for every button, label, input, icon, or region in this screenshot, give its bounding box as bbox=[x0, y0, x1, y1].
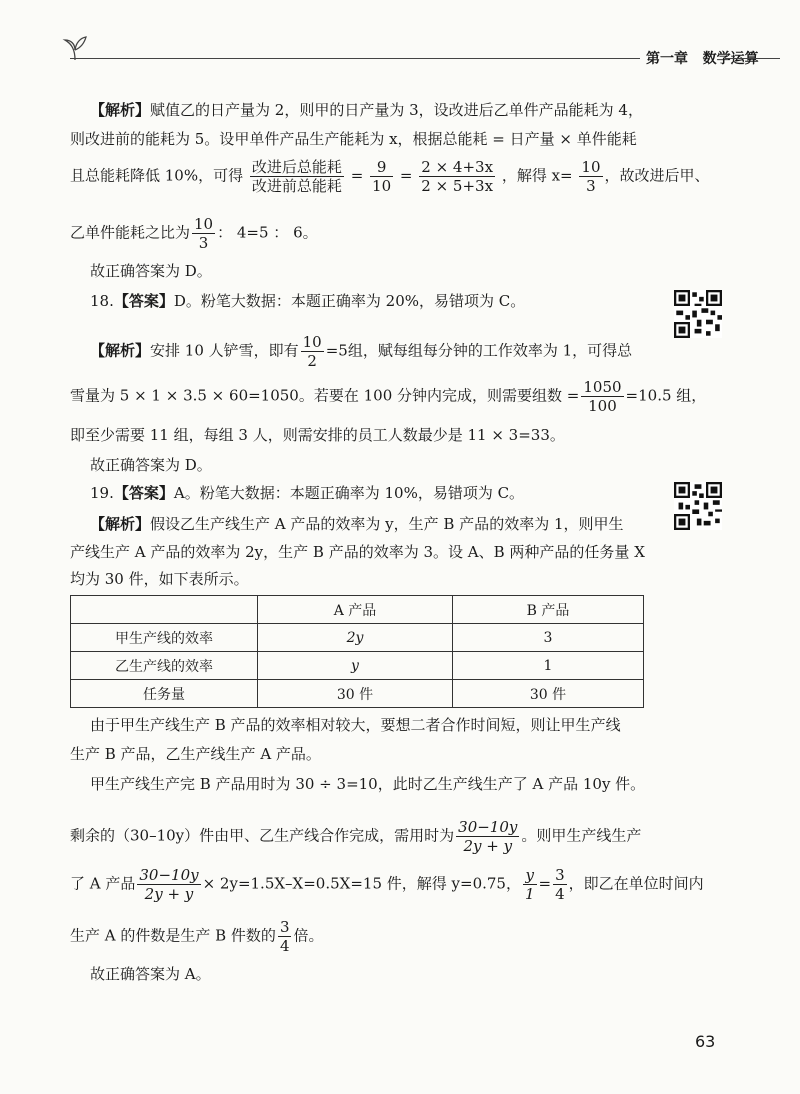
table-cell: 1 bbox=[453, 652, 644, 680]
s19-p2-line1: 由于甲生产线生产 B 产品的效率相对较大，要想二者合作时间短，则让甲生产线 bbox=[90, 716, 621, 734]
table-cell: 任务量 bbox=[71, 680, 258, 708]
s17-line3 bbox=[70, 158, 710, 195]
fraction bbox=[137, 866, 200, 903]
fraction bbox=[419, 158, 495, 195]
fraction-denominator: 4 bbox=[279, 937, 290, 955]
s18-conclusion: 故正确答案为 D。 bbox=[90, 456, 212, 474]
fraction-denominator: 2y + y bbox=[144, 885, 194, 903]
qr-code-icon[interactable] bbox=[674, 482, 722, 530]
fraction-numerator: 10 bbox=[194, 215, 214, 233]
fraction-denominator: 改进前总能耗 bbox=[251, 177, 342, 195]
fraction-denominator: 3 bbox=[586, 177, 596, 195]
s18-text1-pre: 安排 10 人铲雪，即有 bbox=[150, 341, 299, 360]
fraction bbox=[278, 918, 292, 955]
s17-text3-pre: 且总能耗降低 10%，可得 bbox=[70, 166, 244, 185]
s17-text2: 则改进前的能耗为 5。设甲单件产品生产能耗为 x，根据总能耗 = 日产量 × 单件能耗 bbox=[70, 130, 637, 148]
page-number: 63 bbox=[695, 1032, 716, 1051]
s17-text3-post: ，故改进后甲、 bbox=[604, 166, 710, 185]
table-header-row bbox=[71, 596, 644, 624]
s19-conclusion: 故正确答案为 A。 bbox=[90, 965, 211, 983]
fraction-denominator: 100 bbox=[588, 397, 617, 415]
s19-p2-line2: 生产 B 产品，乙生产线生产 A 产品。 bbox=[70, 745, 321, 763]
header-rule-left bbox=[70, 58, 640, 59]
s19-text-pre: 了 A 产品 bbox=[70, 874, 136, 893]
qr-code-icon[interactable] bbox=[674, 290, 722, 338]
equals-sign: = bbox=[350, 166, 364, 185]
fraction-numerator: 1050 bbox=[583, 378, 622, 396]
fraction bbox=[250, 158, 344, 195]
table-cell: 甲生产线的效率 bbox=[71, 624, 258, 652]
header-rule-right bbox=[725, 58, 780, 59]
answer-text: A。粉笔大数据：本题正确率为 10%，易错项为 C。 bbox=[173, 484, 525, 502]
fraction-denominator: 2 bbox=[307, 352, 317, 370]
fraction bbox=[192, 215, 215, 252]
fraction-denominator: 2y + y bbox=[463, 837, 513, 855]
answer-label: 【答案】 bbox=[113, 292, 174, 310]
table-cell: 30 件 bbox=[258, 680, 453, 708]
s19-text-post: ，即乙在单位时间内 bbox=[568, 874, 704, 893]
table-header-cell bbox=[71, 596, 258, 624]
table-cell: 乙生产线的效率 bbox=[71, 652, 258, 680]
s18-line2 bbox=[70, 378, 706, 415]
s18-text2-pre: 雪量为 5 × 1 × 3.5 × 60=1050。若要在 100 分钟内完成，则需要组数 = bbox=[70, 386, 580, 405]
table-header-cell: A 产品 bbox=[258, 596, 453, 624]
table-header-cell: B 产品 bbox=[453, 596, 644, 624]
table-row bbox=[71, 652, 644, 680]
s17-text1: 赋值乙的日产量为 2，则甲的日产量为 3，设改进后乙单件产品能耗为 4， bbox=[150, 101, 643, 119]
fraction-numerator: 30−10y bbox=[458, 818, 518, 836]
s17-conclusion: 故正确答案为 D。 bbox=[90, 262, 212, 280]
s17-text3-mid: ，解得 x= bbox=[501, 166, 573, 185]
s18-text1-post: =5组，赋每组每分钟的工作效率为 1，可得总 bbox=[325, 341, 633, 360]
fraction-numerator: 改进后总能耗 bbox=[251, 158, 342, 176]
s19-line2: 产线生产 A 产品的效率为 2y，生产 B 产品的效率为 3。设 A、B 两种产品的任务量 X bbox=[70, 543, 645, 561]
s17-line2 bbox=[70, 128, 637, 150]
analysis-label: 【解析】 bbox=[90, 515, 151, 533]
s19-text-pre: 生产 A 的件数是生产 B 件数的 bbox=[70, 926, 276, 945]
fraction bbox=[579, 158, 602, 195]
efficiency-table bbox=[70, 595, 644, 708]
fraction-numerator: 10 bbox=[302, 333, 322, 351]
table-cell: 30 件 bbox=[453, 680, 644, 708]
answer-label: 【答案】 bbox=[113, 484, 174, 502]
table-cell: 2y bbox=[258, 624, 453, 652]
fraction-denominator: 4 bbox=[555, 885, 565, 903]
fraction-numerator: 3 bbox=[279, 918, 290, 936]
question-number: 18. bbox=[90, 292, 114, 310]
fraction bbox=[301, 333, 324, 370]
s19-answer bbox=[90, 482, 524, 504]
fraction-denominator: 3 bbox=[198, 234, 209, 252]
question-number: 19. bbox=[90, 484, 114, 502]
s19-text-pre: 剩余的（30–10y）件由甲、乙生产线合作完成，需用时为 bbox=[70, 826, 455, 845]
s18-line3: 即至少需要 11 组，每组 3 人，则需安排的员工人数最少是 11 × 3=33。 bbox=[70, 426, 565, 444]
fraction bbox=[581, 378, 623, 415]
fraction-denominator: 10 bbox=[372, 177, 392, 195]
fraction-numerator: 9 bbox=[370, 158, 393, 177]
chapter-number: 第一章 bbox=[646, 51, 688, 67]
page-header bbox=[58, 28, 778, 68]
s19-text-post: 。则甲生产线生产 bbox=[521, 826, 642, 845]
s17-line4 bbox=[70, 215, 318, 252]
answer-text: D。粉笔大数据：本题正确率为 20%，易错项为 C。 bbox=[173, 292, 526, 310]
fraction-numerator: 3 bbox=[555, 866, 565, 884]
fraction-denominator: 2 × 5+3x bbox=[421, 177, 494, 195]
chapter-title: 数学运算 bbox=[702, 51, 759, 67]
analysis-label: 【解析】 bbox=[90, 341, 151, 360]
fraction-numerator: 30−10y bbox=[139, 866, 199, 884]
fraction bbox=[370, 158, 393, 195]
table-row bbox=[71, 680, 644, 708]
fraction-numerator: y bbox=[523, 866, 537, 885]
s19-text-mid: × 2y=1.5X–X=0.5X=15 件，解得 y=0.75， bbox=[202, 874, 521, 893]
table-cell: 3 bbox=[453, 624, 644, 652]
equals-sign: = bbox=[538, 874, 552, 893]
s19-line3: 均为 30 件，如下表所示。 bbox=[70, 570, 249, 588]
fraction-numerator: 2 × 4+3x bbox=[421, 158, 494, 176]
fraction-numerator: 10 bbox=[581, 158, 601, 176]
s19-p3-line2 bbox=[70, 818, 641, 855]
s17-text4-pre: 乙单件能耗之比为 bbox=[70, 223, 191, 242]
s17-line1 bbox=[90, 99, 643, 121]
analysis-label: 【解析】 bbox=[90, 101, 151, 119]
fraction-denominator: 1 bbox=[524, 885, 535, 903]
s19-p3-line1: 甲生产线生产完 B 产品用时为 30 ÷ 3=10，此时乙生产线生产了 A 产品 10y 件。 bbox=[90, 775, 646, 793]
table-cell: y bbox=[258, 652, 453, 680]
s18-text2-post: =10.5 组， bbox=[625, 386, 707, 405]
fraction bbox=[523, 866, 537, 903]
fraction bbox=[456, 818, 519, 855]
table-row bbox=[71, 624, 644, 652]
fraction bbox=[553, 866, 567, 903]
s19-text1: 假设乙生产线生产 A 产品的效率为 y，生产 B 产品的效率为 1，则甲生 bbox=[150, 515, 624, 533]
s17-text4-post: ： 4=5 ： 6。 bbox=[217, 223, 318, 242]
s19-p3-line3 bbox=[70, 866, 704, 903]
s18-answer bbox=[90, 290, 525, 312]
s18-line1 bbox=[90, 333, 632, 370]
s19-text-post: 倍。 bbox=[293, 926, 324, 945]
equals-sign: = bbox=[399, 166, 413, 185]
s19-p3-line4 bbox=[70, 918, 324, 955]
s19-line1 bbox=[90, 513, 624, 535]
